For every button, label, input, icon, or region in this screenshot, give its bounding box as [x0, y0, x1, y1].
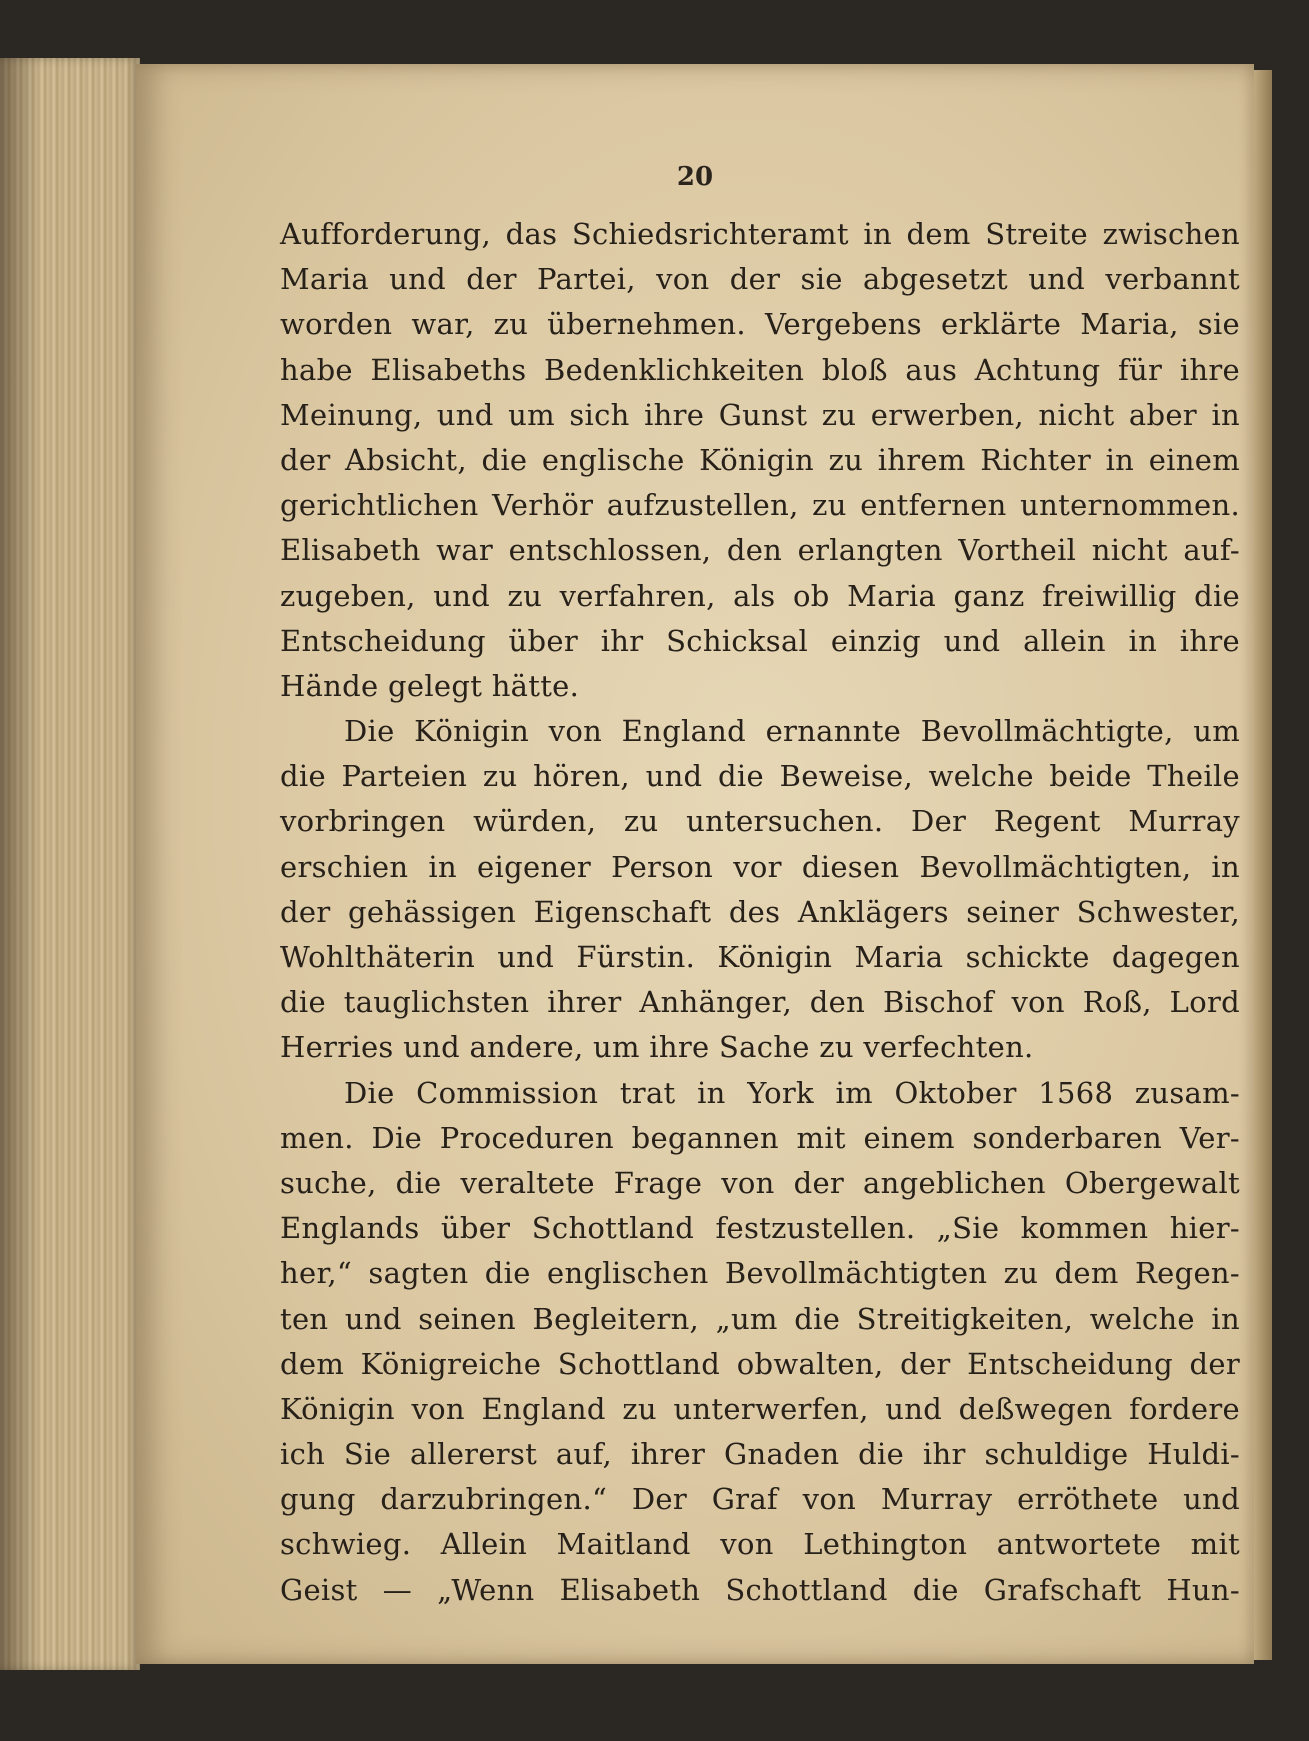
text-line: Englands über Schottland festzustellen. „Sie kommen hier- [280, 1211, 1240, 1246]
text-line: die Parteien zu hören, und die Beweise, welche beide Theile [280, 759, 1240, 794]
book-page [136, 64, 1254, 1664]
text-line: ich Sie allererst auf, ihrer Gnaden die ihr schuldige Huldi- [280, 1437, 1240, 1472]
text-line: die tauglichsten ihrer Anhänger, den Bischof von Roß, Lord [280, 985, 1240, 1020]
text-line: Geist — „Wenn Elisabeth Schottland die Grafschaft Hun- [280, 1572, 1240, 1607]
text-line: gung darzubringen.“ Der Graf von Murray erröthete und [280, 1482, 1240, 1517]
text-line: der gehässigen Eigenschaft des Anklägers seiner Schwester, [280, 894, 1240, 929]
text-line: Herries und andere, um ihre Sache zu verfechten. [280, 1030, 1034, 1065]
text-line: Maria und der Partei, von der sie abgesetzt und verbannt [280, 262, 1240, 297]
text-line: her,“ sagten die englischen Bevollmächtigten zu dem Regen- [280, 1256, 1240, 1291]
text-line: Die Königin von England ernannte Bevollmächtigte, um [344, 714, 1240, 749]
page-number: 20 [676, 162, 714, 192]
text-line: schwieg. Allein Maitland von Lethington antwortete mit [280, 1527, 1240, 1562]
text-line: worden war, zu übernehmen. Vergebens erklärte Maria, sie [280, 307, 1240, 342]
text-line: der Absicht, die englische Königin zu ihrem Richter in einem [280, 442, 1240, 477]
text-line: erschien in eigener Person vor diesen Bevollmächtigten, in [280, 849, 1240, 884]
text-line: Wohlthäterin und Fürstin. Königin Maria schickte dagegen [280, 940, 1240, 974]
text-line: Hände gelegt hätte. [280, 668, 580, 703]
text-line: vorbringen würden, zu untersuchen. Der Regent Murray [280, 804, 1240, 839]
text-line: men. Die Proceduren begannen mit einem sonderbaren Ver- [280, 1120, 1240, 1155]
text-line: Königin von England zu unterwerfen, und deßwegen fordere [280, 1391, 1240, 1426]
text-line: zugeben, und zu verfahren, als ob Maria ganz freiwillig die [280, 578, 1240, 613]
text-line: suche, die veraltete Frage von der angeblichen Obergewalt [280, 1165, 1240, 1200]
text-line: Aufforderung, das Schiedsrichteramt in dem Streite zwischen [280, 217, 1240, 251]
text-line: dem Königreiche Schottland obwalten, der Entscheidung der [280, 1346, 1240, 1381]
page-right-edge [1254, 70, 1272, 1660]
spine-shadow [0, 58, 40, 1670]
text-line: Meinung, und um sich ihre Gunst zu erwerben, nicht aber in [280, 397, 1240, 432]
text-line: ten und seinen Begleitern, „um die Streitigkeiten, welche in [280, 1301, 1240, 1336]
text-line: Elisabeth war entschlossen, den erlangten Vortheil nicht auf- [280, 533, 1240, 568]
text-line: habe Elisabeths Bedenklichkeiten bloß aus Achtung für ihre [280, 352, 1240, 387]
text-line: gerichtlichen Verhör aufzustellen, zu entfernen unternommen. [280, 488, 1240, 523]
text-line: Entscheidung über ihr Schicksal einzig und allein in ihre [280, 623, 1240, 658]
text-line: Die Commission trat in York im Oktober 1568 zusam- [344, 1075, 1240, 1110]
page-text [280, 212, 1240, 1613]
